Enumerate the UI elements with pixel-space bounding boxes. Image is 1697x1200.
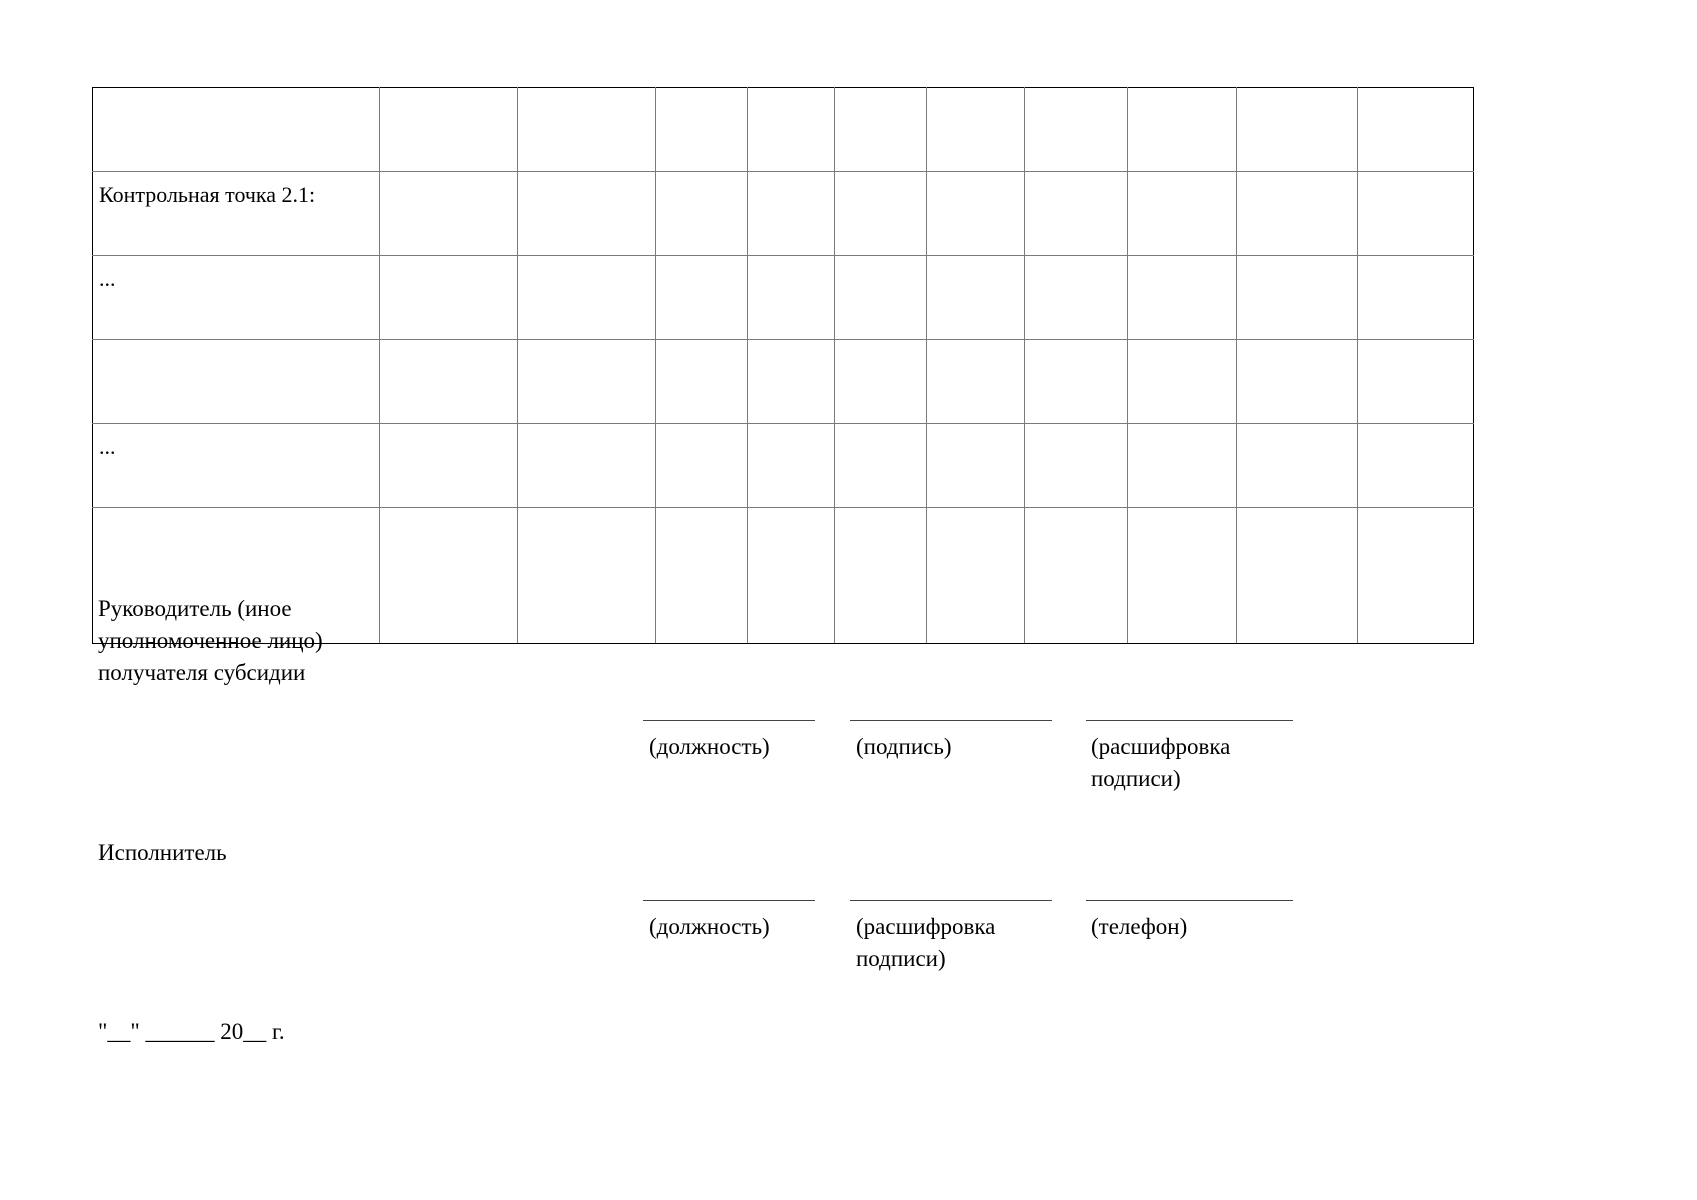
table-cell [748, 88, 835, 172]
table-cell [1358, 340, 1474, 424]
exec-position-caption: (должность) [649, 914, 770, 939]
table-row [93, 340, 1474, 424]
executor-label: Исполнитель [98, 840, 227, 865]
table-cell [927, 508, 1025, 644]
table-cell [1358, 256, 1474, 340]
table-cell [1025, 340, 1128, 424]
table-cell [927, 424, 1025, 508]
table-cell [380, 424, 518, 508]
report-table [92, 87, 1474, 644]
table-cell [518, 88, 656, 172]
head-position-caption: (должность) [649, 734, 770, 759]
table-cell [1237, 508, 1358, 644]
table-cell [835, 424, 927, 508]
table-cell [748, 508, 835, 644]
table-cell [380, 256, 518, 340]
table-cell [748, 172, 835, 256]
table-row [93, 424, 1474, 508]
table-cell [1358, 424, 1474, 508]
table-cell [518, 424, 656, 508]
table-cell [927, 172, 1025, 256]
table-cell [380, 88, 518, 172]
table-cell [518, 256, 656, 340]
table-cell [1128, 172, 1237, 256]
table-cell [927, 256, 1025, 340]
table-cell [1237, 424, 1358, 508]
table-cell [835, 508, 927, 644]
table-cell [1128, 508, 1237, 644]
table-cell [518, 508, 656, 644]
date-line: "__" ______ 20__ г. [98, 1019, 285, 1044]
table-cell [1025, 508, 1128, 644]
table-cell [1025, 88, 1128, 172]
table-cell [835, 256, 927, 340]
table-cell [1128, 340, 1237, 424]
exec-position-line [643, 900, 815, 901]
table-cell [656, 256, 748, 340]
head-label: Руководитель (иное уполномоченное лицо) получателя субсидии [98, 596, 323, 685]
table-row [93, 88, 1474, 172]
table-cell [1025, 256, 1128, 340]
table-cell [1237, 256, 1358, 340]
table-cell [656, 424, 748, 508]
table-cell [1128, 424, 1237, 508]
row-label: ... [93, 424, 380, 508]
table-cell [656, 88, 748, 172]
table-cell [927, 88, 1025, 172]
row-label: ... [93, 256, 380, 340]
table-cell [380, 508, 518, 644]
table-cell [748, 340, 835, 424]
head-signature-caption: (подпись) [856, 734, 952, 759]
table-row [93, 172, 1474, 256]
table-cell [1358, 508, 1474, 644]
exec-phone-line [1086, 900, 1293, 901]
table-cell [380, 172, 518, 256]
table-cell [1128, 88, 1237, 172]
exec-decode-line [850, 900, 1052, 901]
table-cell [835, 172, 927, 256]
table-cell [835, 88, 927, 172]
table-cell [1237, 88, 1358, 172]
table-cell [380, 340, 518, 424]
head-decode-line [1086, 720, 1293, 721]
table-cell [656, 172, 748, 256]
head-position-line [643, 720, 815, 721]
table-cell [835, 340, 927, 424]
row-label [93, 88, 380, 172]
table-cell [1358, 88, 1474, 172]
head-decode-caption: (расшифровка подписи) [1091, 734, 1231, 791]
table-cell [748, 424, 835, 508]
row-label [93, 340, 380, 424]
exec-decode-caption: (расшифровка подписи) [856, 914, 996, 971]
table-cell [1128, 256, 1237, 340]
table-cell [1237, 172, 1358, 256]
table-cell [927, 340, 1025, 424]
head-signature-line [850, 720, 1052, 721]
table-cell [656, 340, 748, 424]
exec-phone-caption: (телефон) [1091, 914, 1188, 939]
table-cell [518, 340, 656, 424]
table-cell [1237, 340, 1358, 424]
table-cell [518, 172, 656, 256]
table-cell [1025, 424, 1128, 508]
table-cell [748, 256, 835, 340]
table-cell [1025, 172, 1128, 256]
table-cell [1358, 172, 1474, 256]
table-cell [656, 508, 748, 644]
row-label: Контрольная точка 2.1: [93, 172, 380, 256]
table-row [93, 256, 1474, 340]
